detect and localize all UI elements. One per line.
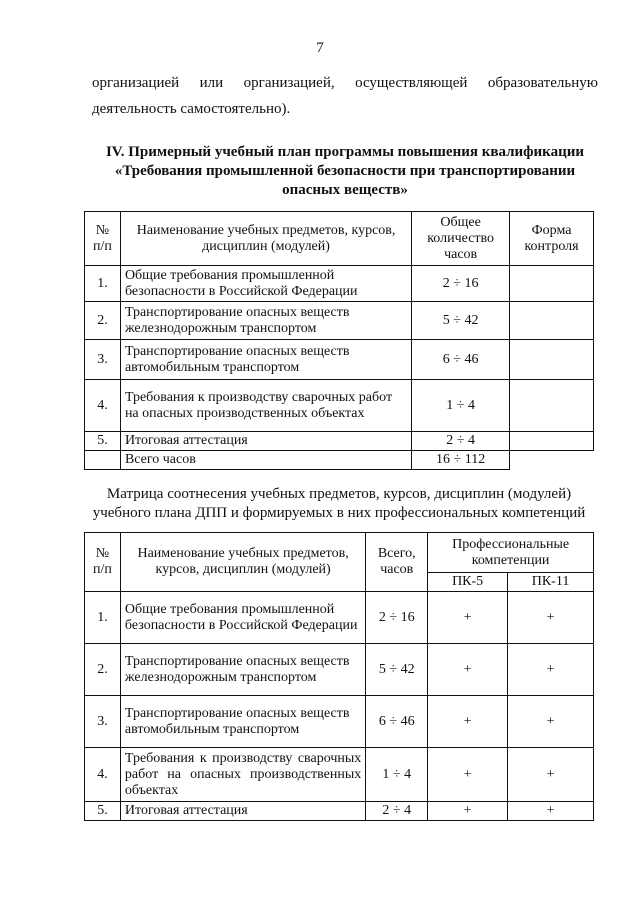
row-name: Транспортирование опасных веществ автомобильным транспортом xyxy=(120,340,411,380)
row-num: 2. xyxy=(85,302,121,340)
header-pk5: ПК-5 xyxy=(428,573,508,592)
row-pk11: + xyxy=(508,592,594,644)
table-row xyxy=(85,340,594,380)
table-header-row xyxy=(85,533,594,573)
header-num: № п/п xyxy=(85,533,121,592)
row-num: 2. xyxy=(85,644,121,696)
intro-word: или xyxy=(199,75,224,91)
intro-line-2: деятельность самостоятельно). xyxy=(92,101,291,117)
row-name: Требования к производству сварочных работ на опасных производственных объектах xyxy=(120,380,411,432)
page-number: 7 xyxy=(316,40,324,56)
row-hours: 2 ÷ 16 xyxy=(366,592,428,644)
header-pk11: ПК-11 xyxy=(508,573,594,592)
intro-word: организацией xyxy=(92,75,180,91)
row-num: 1. xyxy=(85,266,121,302)
row-pk5: + xyxy=(428,802,508,821)
row-name: Транспортирование опасных веществ железнодорожным транспортом xyxy=(120,644,365,696)
row-num: 5. xyxy=(85,432,121,451)
table-row xyxy=(85,802,594,821)
header-hours: Всего, часов xyxy=(366,533,428,592)
study-plan-table xyxy=(84,211,594,470)
row-num: 4. xyxy=(85,748,121,802)
intro-paragraph xyxy=(92,70,598,122)
row-hours: 2 ÷ 4 xyxy=(366,802,428,821)
row-name: Общие требования промышленной безопасности в Российской Федерации xyxy=(120,266,411,302)
row-num: 4. xyxy=(85,380,121,432)
row-num: 5. xyxy=(85,802,121,821)
total-label: Всего часов xyxy=(120,451,411,470)
total-empty-cell xyxy=(85,451,121,470)
intro-word: образовательную xyxy=(487,75,598,91)
row-pk5: + xyxy=(428,644,508,696)
header-name: Наименование учебных предметов, курсов, дисциплин (модулей) xyxy=(120,533,365,592)
row-name: Транспортирование опасных веществ железнодорожным транспортом xyxy=(120,302,411,340)
header-name: Наименование учебных предметов, курсов, дисциплин (модулей) xyxy=(120,212,411,266)
row-pk11: + xyxy=(508,748,594,802)
row-form xyxy=(510,432,594,451)
row-hours: 2 ÷ 4 xyxy=(412,432,510,451)
header-num: № п/п xyxy=(85,212,121,266)
table-row xyxy=(85,748,594,802)
table-row xyxy=(85,644,594,696)
row-pk5: + xyxy=(428,748,508,802)
row-pk5: + xyxy=(428,592,508,644)
intro-word: осуществляющей xyxy=(355,75,468,91)
competency-matrix-table xyxy=(84,532,594,821)
total-hours: 16 ÷ 112 xyxy=(412,451,510,470)
row-hours: 2 ÷ 16 xyxy=(412,266,510,302)
row-pk11: + xyxy=(508,802,594,821)
row-name: Итоговая аттестация xyxy=(120,432,411,451)
header-form: Форма контроля xyxy=(510,212,594,266)
heading-line-1: IV. Примерный учебный план программы повышения квалификации xyxy=(105,144,585,160)
table-row xyxy=(85,266,594,302)
row-form xyxy=(510,302,594,340)
table-row xyxy=(85,380,594,432)
row-hours: 1 ÷ 4 xyxy=(412,380,510,432)
header-hours: Общее количество часов xyxy=(412,212,510,266)
row-hours: 6 ÷ 46 xyxy=(412,340,510,380)
matrix-title-line-2: учебного плана ДПП и формируемых в них профессиональных компетенций xyxy=(92,505,586,521)
row-hours: 1 ÷ 4 xyxy=(366,748,428,802)
header-competencies: Профессиональные компетенции xyxy=(428,533,594,573)
row-name: Итоговая аттестация xyxy=(120,802,365,821)
total-row xyxy=(85,451,594,470)
row-hours: 5 ÷ 42 xyxy=(366,644,428,696)
row-num: 1. xyxy=(85,592,121,644)
row-name: Транспортирование опасных веществ автомобильным транспортом xyxy=(120,696,365,748)
row-num: 3. xyxy=(85,340,121,380)
total-form-empty xyxy=(510,451,594,470)
row-hours: 5 ÷ 42 xyxy=(412,302,510,340)
row-pk11: + xyxy=(508,644,594,696)
row-name: Требования к производству сварочных работ на опасных производственных объектах xyxy=(120,748,365,802)
row-hours: 6 ÷ 46 xyxy=(366,696,428,748)
table-header-row xyxy=(85,212,594,266)
row-name: Общие требования промышленной безопасности в Российской Федерации xyxy=(120,592,365,644)
row-form xyxy=(510,266,594,302)
table-row xyxy=(85,432,594,451)
section-heading xyxy=(95,143,595,200)
matrix-title xyxy=(84,485,594,523)
row-form xyxy=(510,380,594,432)
intro-line-1 xyxy=(92,70,598,96)
intro-word: организацией, xyxy=(243,75,335,91)
matrix-title-line-1: Матрица соотнесения учебных предметов, курсов, дисциплин (модулей) xyxy=(106,486,572,502)
table-row xyxy=(85,696,594,748)
table-row xyxy=(85,302,594,340)
row-pk11: + xyxy=(508,696,594,748)
row-form xyxy=(510,340,594,380)
table-row xyxy=(85,592,594,644)
heading-line-3: опасных веществ» xyxy=(282,182,408,198)
heading-line-2: «Требования промышленной безопасности при транспортировании xyxy=(114,163,576,179)
row-num: 3. xyxy=(85,696,121,748)
row-pk5: + xyxy=(428,696,508,748)
